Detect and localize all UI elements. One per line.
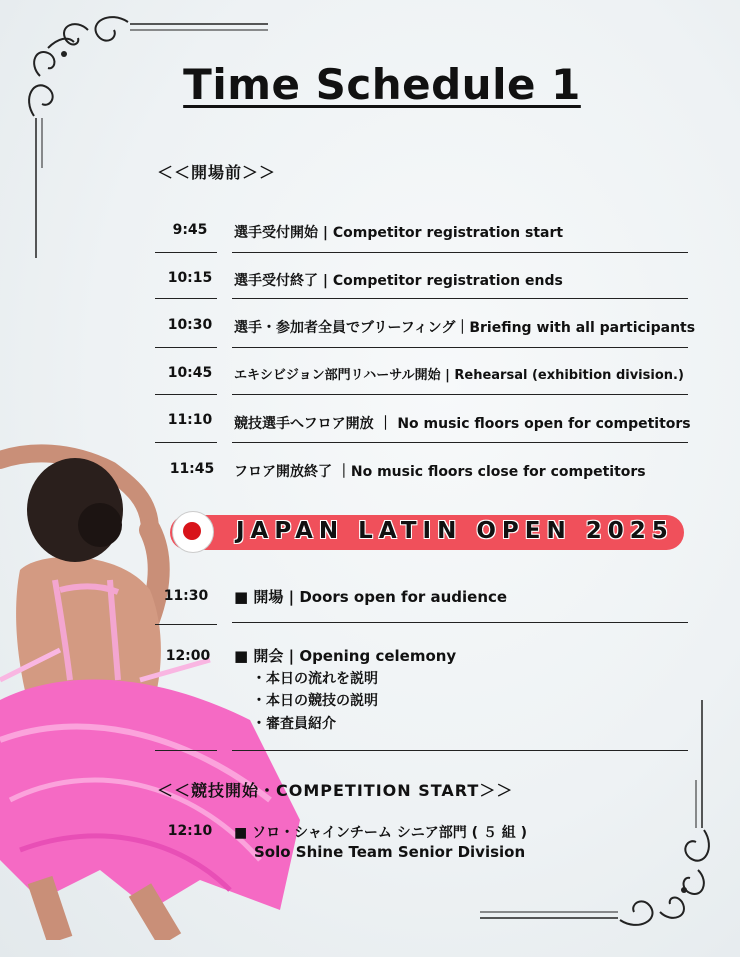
pre-open-heading: ＜＜開場前＞＞ xyxy=(157,163,277,182)
schedule-time: 11:10 xyxy=(167,412,213,428)
divider xyxy=(155,750,217,751)
divider xyxy=(232,394,688,395)
schedule-time: 11:30 xyxy=(163,588,209,604)
divider xyxy=(155,347,217,348)
divider xyxy=(232,252,688,253)
corner-ornament-bottom-right xyxy=(470,690,730,940)
divider xyxy=(232,750,688,751)
schedule-time: 10:45 xyxy=(167,365,213,381)
banner-title: JAPAN LATIN OPEN 2025 xyxy=(236,518,674,544)
sub-item: ・審査員紹介 xyxy=(252,716,336,732)
divider xyxy=(155,394,217,395)
competition-heading: ＜＜競技開始・COMPETITION START＞＞ xyxy=(157,781,514,800)
divider xyxy=(232,298,688,299)
schedule-time: 10:15 xyxy=(167,270,213,286)
schedule-desc: ■ ソロ・シャインチーム シニア部門 ( ５ 組 ) xyxy=(234,825,527,841)
sub-item: ・本日の流れを説明 xyxy=(252,671,378,687)
divider xyxy=(155,298,217,299)
schedule-desc: 選手受付終了 | Competitor registration ends xyxy=(234,273,563,289)
schedule-time: 12:10 xyxy=(167,823,213,839)
schedule-time: 10:30 xyxy=(167,317,213,333)
divider xyxy=(232,442,688,443)
schedule-desc: フロア開放終了 ｜No music floors close for competitors xyxy=(234,464,646,480)
sub-item: ・本日の競技の説明 xyxy=(252,693,378,709)
schedule-time: 12:00 xyxy=(165,648,211,664)
divider xyxy=(155,624,217,625)
page-title: Time Schedule 1 xyxy=(183,60,581,109)
corner-ornament-top-left xyxy=(18,8,278,258)
divider xyxy=(155,442,217,443)
schedule-desc: エキシビジョン部門リハーサル開始 | Rehearsal (exhibition division.) xyxy=(234,368,684,383)
schedule-time: 11:45 xyxy=(169,461,215,477)
schedule-desc: 選手・参加者全員でブリーフィング｜Briefing with all participants xyxy=(234,320,696,336)
schedule-desc: 競技選手へフロア開放 ｜ No music floors open for competitors xyxy=(234,416,691,432)
divider xyxy=(232,347,688,348)
schedule-desc: ■ 開場 | Doors open for audience xyxy=(234,588,508,606)
schedule-desc-english: Solo Shine Team Senior Division xyxy=(254,843,526,861)
divider xyxy=(155,252,217,253)
divider xyxy=(232,622,688,623)
schedule-desc: 選手受付開始 | Competitor registration start xyxy=(234,225,564,241)
flag-sun-icon xyxy=(183,522,201,540)
schedule-time: 9:45 xyxy=(172,222,208,238)
schedule-desc: ■ 開会 | Opening celemony xyxy=(234,647,457,665)
